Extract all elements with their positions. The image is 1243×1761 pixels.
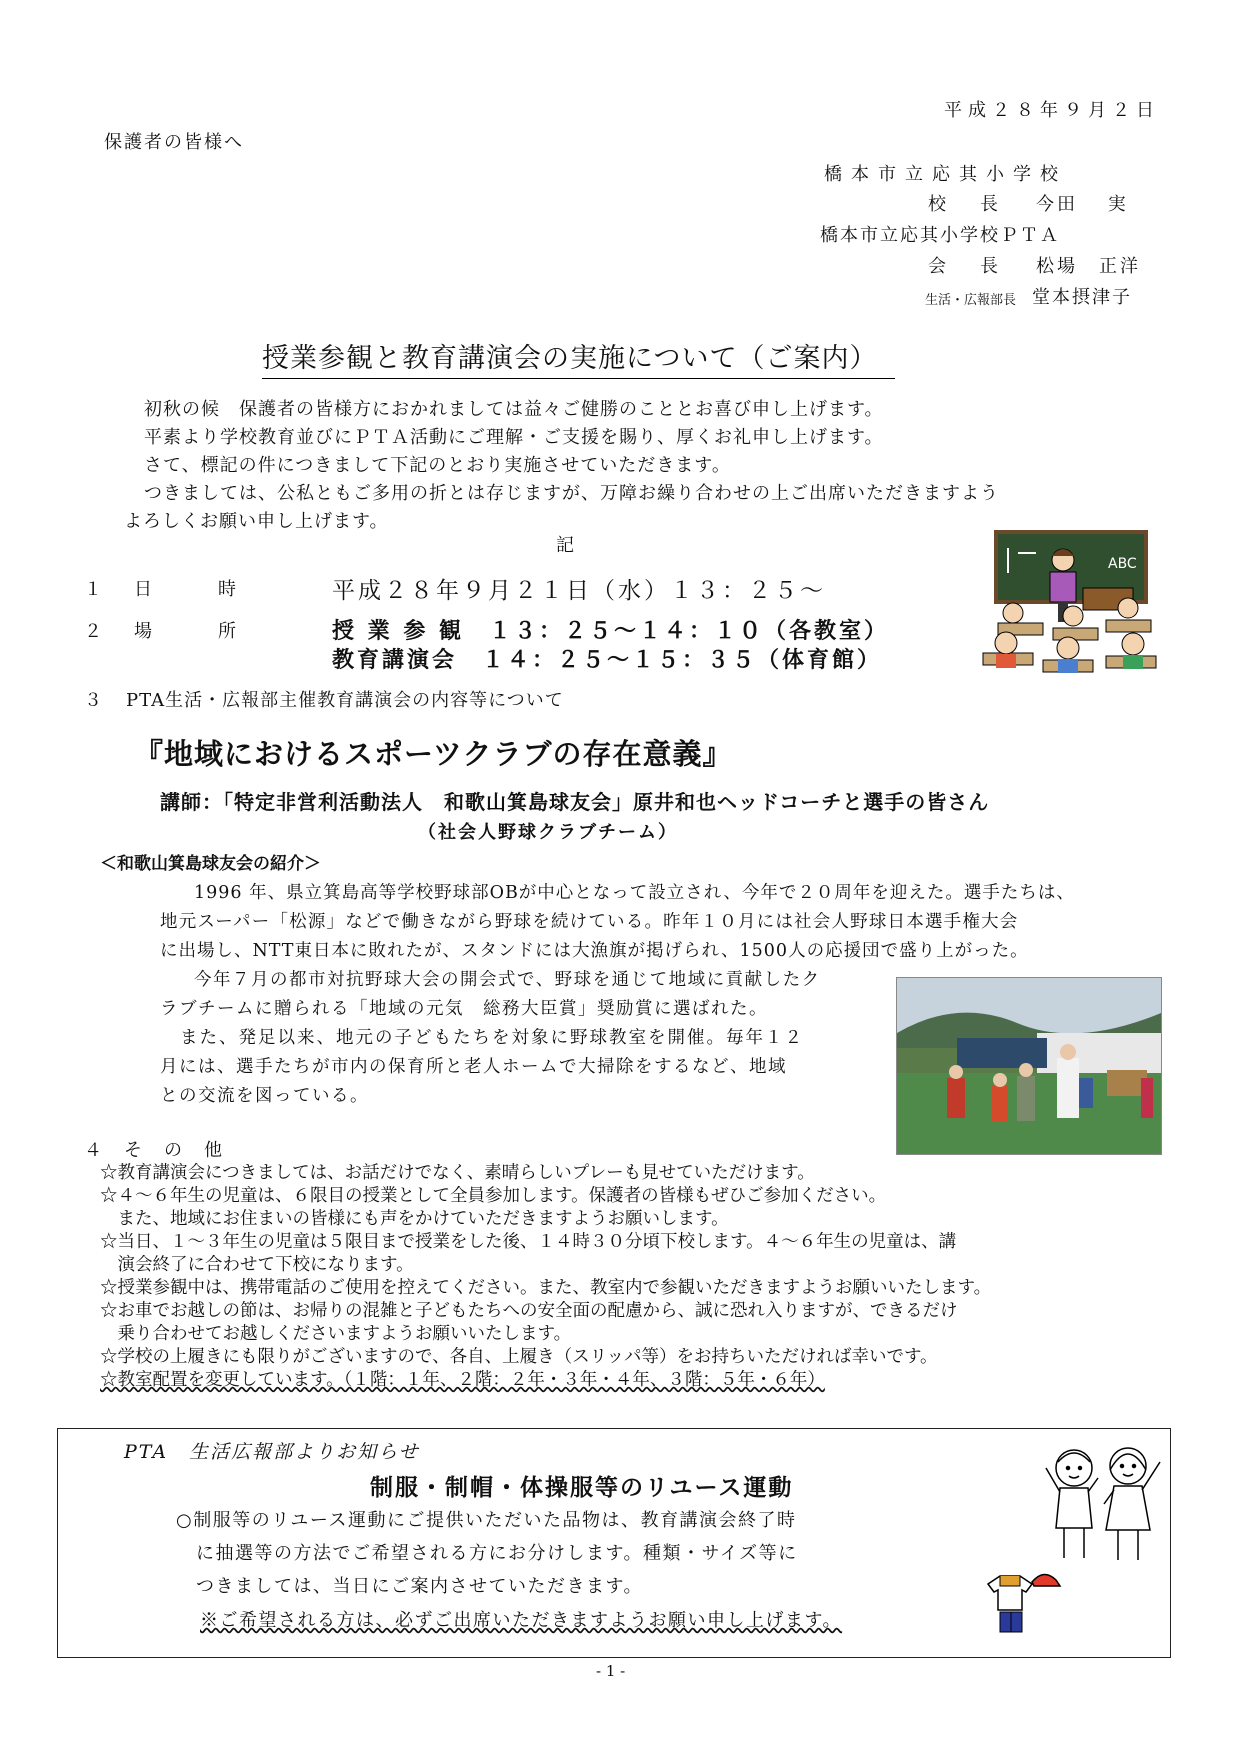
- dept-name: 堂本摂津子: [1032, 287, 1132, 308]
- item-number: １: [84, 579, 102, 600]
- intro-line: 初秋の候 保護者の皆様方におかれましては益々ご健勝のこととお喜び申し上げます。: [144, 399, 884, 420]
- notice-title: 制服・制帽・体操服等のリユース運動: [370, 1474, 794, 1501]
- other-bullet: 演会終了に合わせて下校になります。: [100, 1255, 414, 1275]
- other-bullet: ☆お車でお越しの節は、お帰りの混雑と子どもたちへの安全面の配慮から、誠に恐れ入りますが、できるだけ: [100, 1301, 958, 1321]
- lecture-team: （社会人野球クラブチーム）: [418, 822, 678, 843]
- other-bullet: また、地域にお住まいの皆様にも声をかけていただきますようお願いします。: [100, 1209, 729, 1229]
- president-name: 松場 正洋: [1036, 256, 1141, 277]
- sender-pta: 橋本市立応其小学校ＰＴＡ: [820, 225, 1060, 246]
- intro-line: つきましては、公私ともご多用の折とは存じますが、万障お繰り合わせの上ご出席いただきますよう: [144, 483, 999, 504]
- sender-school: 橋本市立応其小学校: [824, 164, 1067, 185]
- other-bullet: ☆教室配置を変更しています。（１階：１年、２階：２年・３年・４年、３階：５年・６年）: [100, 1370, 825, 1390]
- item-label-date: 日 時: [134, 579, 246, 600]
- notice-line: つきましては、当日にご案内させていただきます。: [196, 1576, 644, 1597]
- ki-mark: 記: [556, 535, 574, 556]
- notice-line: に抽選等の方法でご希望される方にお分けします。種類・サイズ等に: [196, 1543, 798, 1564]
- team-intro-line: との交流を図っている。: [160, 1086, 369, 1106]
- other-bullet: ☆授業参観中は、携帯電話のご使用を控えてください。また、教室内で参観いただきますようお願いいたします。: [100, 1278, 992, 1298]
- other-bullet: 乗り合わせてお越しくださいますようお願いいたします。: [100, 1324, 572, 1344]
- baseball-clinic-photo: [896, 977, 1162, 1155]
- lecture-speaker: 講師：「特定非営利活動法人 和歌山箕島球友会」原井和也ヘッドコーチと選手の皆さん: [160, 790, 990, 814]
- team-intro-line: 月には、選手たちが市内の保育所と老人ホームで大掃除をするなど、地域: [160, 1057, 787, 1077]
- team-intro-heading: ＜和歌山箕島球友会の紹介＞: [100, 854, 321, 874]
- other-bullet: ☆４～６年生の児童は、６限目の授業として全員参加します。保護者の皆様もぜひご参加ください。: [100, 1186, 887, 1206]
- item-label-place: 場 所: [134, 621, 246, 642]
- principal-role: 校 長: [928, 194, 1006, 215]
- uniform-cap-illustration: [982, 1570, 1062, 1636]
- team-intro-line: また、発足以来、地元の子どもたちを対象に野球教室を開催。毎年１２: [180, 1028, 804, 1048]
- children-illustration: [1038, 1438, 1168, 1568]
- other-heading: ４ そ の 他: [84, 1140, 224, 1161]
- lecture-theme: 『地域におけるスポーツクラブの存在意義』: [134, 737, 733, 771]
- president-role: 会 長: [928, 256, 1006, 277]
- schedule-lecture: 教育講演会 １４：２５～１５：３５（体育館）: [332, 647, 883, 673]
- page-title: 授業参観と教育講演会の実施について（ご案内）: [262, 336, 895, 379]
- event-datetime: 平成２８年９月２１日（水）１３：２５～: [332, 578, 826, 604]
- other-bullet: ☆当日、１～３年生の児童は５限目まで授業をした後、１４時３０分頃下校します。４～６年生の児童は、講: [100, 1232, 957, 1252]
- notice-line: ※ご希望される方は、必ずご出席いただきますようお願い申し上げます。: [200, 1610, 843, 1631]
- team-intro-line: に出場し、NTT東日本に敗れたが、スタンドには大漁旗が掲げられ、1500人の応援団で盛り上がった。: [160, 941, 1029, 961]
- team-intro-line: 今年７月の都市対抗野球大会の開会式で、野球を通じて地域に貢献したク: [194, 970, 821, 990]
- intro-line: さて、標記の件につきまして下記のとおり実施させていただきます。: [144, 455, 731, 476]
- team-intro-line: ラブチームに贈られる「地域の元気 総務大臣賞」奨励賞に選ばれた。: [160, 999, 768, 1019]
- schedule-class-visit: 授 業 参 観 １３：２５～１４：１０（各教室）: [332, 618, 889, 644]
- addressee: 保護者の皆様へ: [104, 132, 244, 153]
- other-bullet: ☆教育講演会につきましては、お話だけでなく、素晴らしいプレーも見せていただけます。: [100, 1163, 815, 1183]
- classroom-illustration: [978, 528, 1168, 698]
- intro-line: よろしくお願い申し上げます。: [124, 511, 389, 532]
- team-intro-line: 1996 年、県立箕島高等学校野球部OBが中心となって設立され、今年で２０周年を迎えた。選手たちは、: [194, 883, 1075, 903]
- notice-line: ○制服等のリユース運動にご提供いただいた品物は、教育講演会終了時: [176, 1510, 797, 1531]
- intro-line: 平素より学校教育並びにＰＴＡ活動にご理解・ご支援を賜り、厚くお礼申し上げます。: [144, 427, 884, 448]
- other-bullet: ☆学校の上履きにも限りがございますので、各自、上履き（スリッパ等）をお持ちいただければ幸いです。: [100, 1347, 938, 1367]
- notice-header: PTA 生活広報部よりお知らせ: [124, 1441, 420, 1463]
- item-lecture-heading: PTA生活・広報部主催教育講演会の内容等について: [126, 690, 564, 711]
- item-number: ２: [84, 621, 102, 642]
- page-number: - 1 -: [596, 1662, 626, 1680]
- svg-text:ABC: ABC: [1108, 556, 1137, 572]
- item-number: ３: [84, 690, 102, 711]
- principal-name: 今田 実: [1036, 194, 1129, 215]
- document-date: 平成２８年９月２日: [944, 100, 1160, 121]
- team-intro-line: 地元スーパー「松源」などで働きながら野球を続けている。昨年１０月には社会人野球日本選手権大会: [160, 912, 1019, 932]
- dept-role: 生活・広報部長: [925, 293, 1017, 308]
